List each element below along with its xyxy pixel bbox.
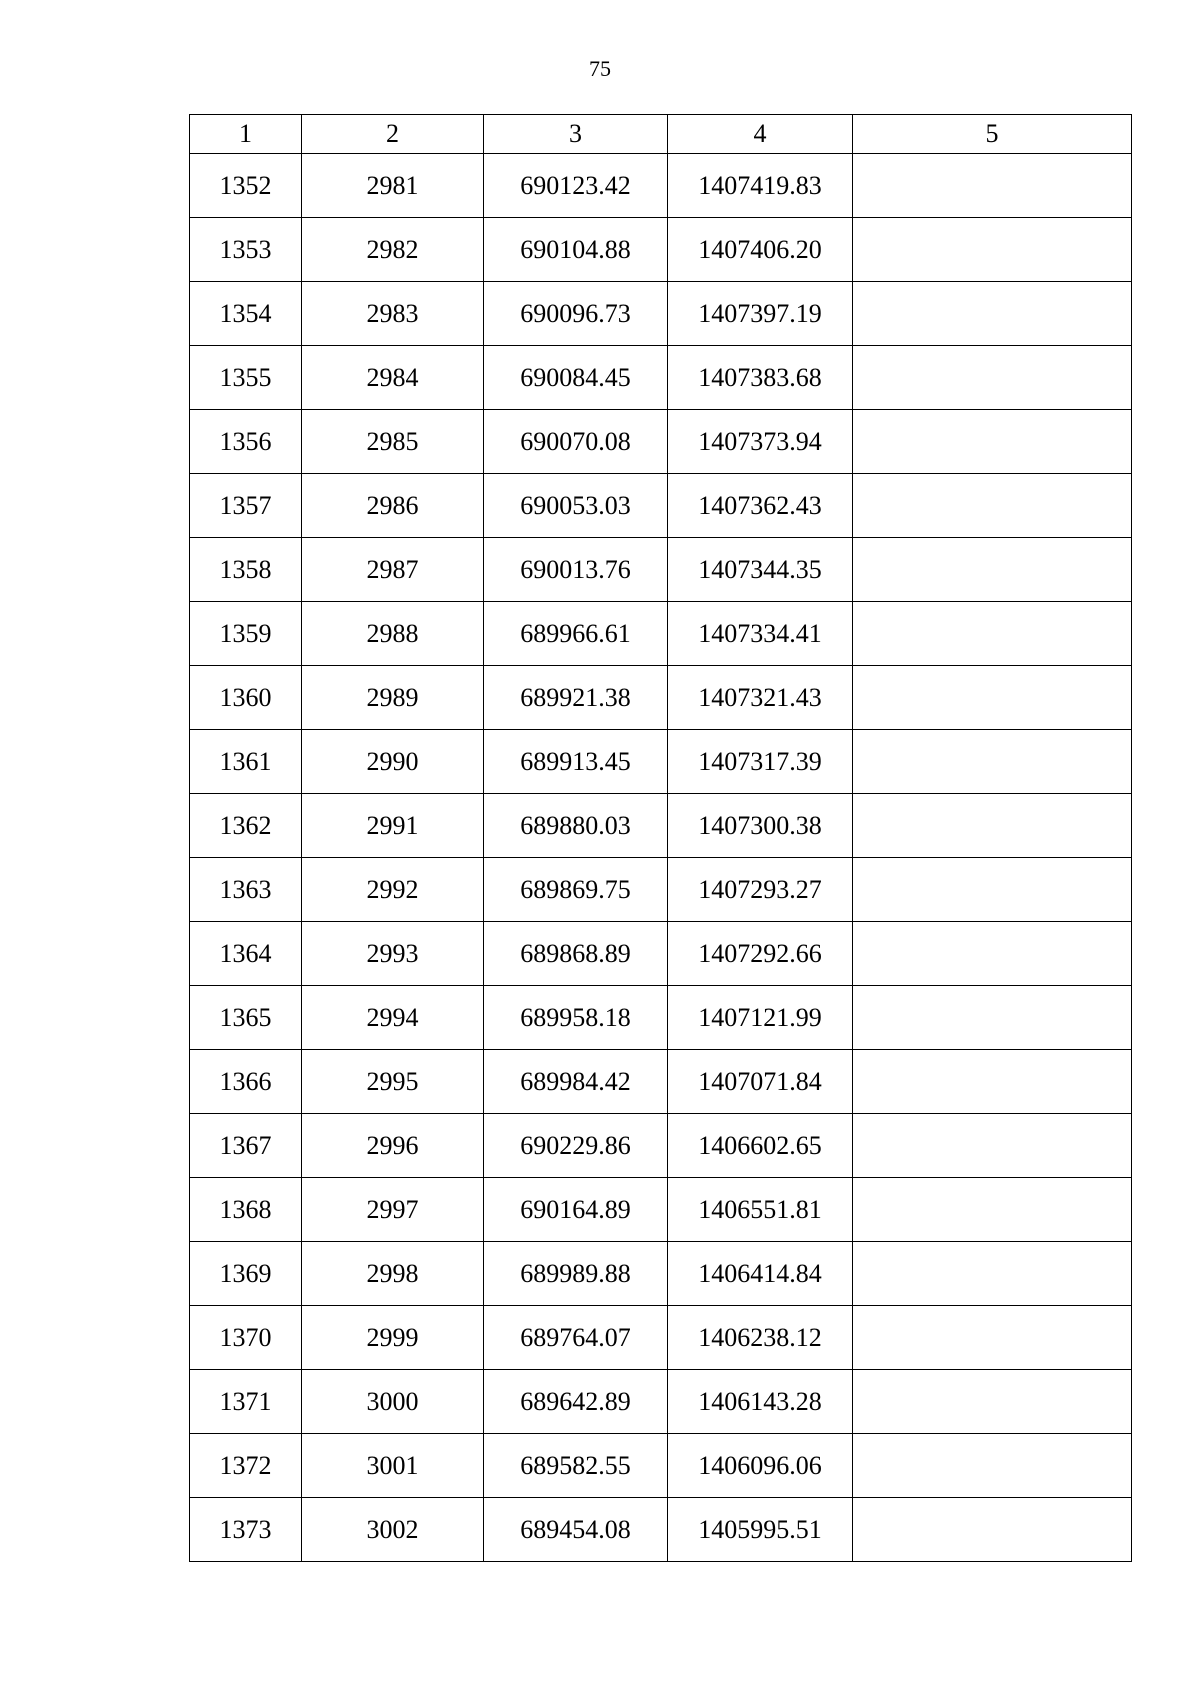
table-cell: 1372 <box>190 1434 302 1498</box>
table-cell: 1358 <box>190 538 302 602</box>
table-cell: 2989 <box>302 666 484 730</box>
table-cell: 690084.45 <box>484 346 668 410</box>
table-cell: 3001 <box>302 1434 484 1498</box>
table-row <box>190 1242 1132 1306</box>
table-row <box>190 986 1132 1050</box>
table-cell: 2990 <box>302 730 484 794</box>
table-cell: 689869.75 <box>484 858 668 922</box>
table-cell: 689989.88 <box>484 1242 668 1306</box>
column-header: 3 <box>484 115 668 154</box>
table-cell: 1406143.28 <box>668 1370 853 1434</box>
table-row <box>190 346 1132 410</box>
coordinates-table <box>189 114 1132 1562</box>
table-cell: 3002 <box>302 1498 484 1562</box>
table-cell: 2986 <box>302 474 484 538</box>
table-row <box>190 666 1132 730</box>
table-cell: 2982 <box>302 218 484 282</box>
table-cell: 1407397.19 <box>668 282 853 346</box>
table-cell: 1365 <box>190 986 302 1050</box>
table-cell: 1406238.12 <box>668 1306 853 1370</box>
table-cell <box>853 1178 1132 1242</box>
table-cell: 1407317.39 <box>668 730 853 794</box>
table-cell: 1371 <box>190 1370 302 1434</box>
table-cell: 1407344.35 <box>668 538 853 602</box>
table-cell: 1357 <box>190 474 302 538</box>
table-cell: 1406096.06 <box>668 1434 853 1498</box>
table-row <box>190 474 1132 538</box>
table-row <box>190 154 1132 218</box>
table-cell: 690229.86 <box>484 1114 668 1178</box>
table-cell <box>853 1050 1132 1114</box>
table-row <box>190 602 1132 666</box>
table-cell: 1407121.99 <box>668 986 853 1050</box>
header-row <box>190 115 1132 154</box>
table-cell: 689913.45 <box>484 730 668 794</box>
table-cell: 689958.18 <box>484 986 668 1050</box>
table-cell <box>853 538 1132 602</box>
table-cell: 689454.08 <box>484 1498 668 1562</box>
table-cell <box>853 1306 1132 1370</box>
table-cell: 2998 <box>302 1242 484 1306</box>
table-cell: 2995 <box>302 1050 484 1114</box>
table-cell: 690096.73 <box>484 282 668 346</box>
table-cell: 2996 <box>302 1114 484 1178</box>
column-header: 1 <box>190 115 302 154</box>
table-cell: 690053.03 <box>484 474 668 538</box>
table-cell: 1366 <box>190 1050 302 1114</box>
table-cell: 1407300.38 <box>668 794 853 858</box>
table-cell: 1407362.43 <box>668 474 853 538</box>
table-cell: 1367 <box>190 1114 302 1178</box>
table-cell: 2991 <box>302 794 484 858</box>
table-cell: 1362 <box>190 794 302 858</box>
table-cell: 1407321.43 <box>668 666 853 730</box>
table-cell <box>853 218 1132 282</box>
table-cell: 2988 <box>302 602 484 666</box>
table-row <box>190 858 1132 922</box>
table-cell: 689764.07 <box>484 1306 668 1370</box>
table-cell: 1406414.84 <box>668 1242 853 1306</box>
table-cell <box>853 922 1132 986</box>
table-cell <box>853 1114 1132 1178</box>
table-cell <box>853 986 1132 1050</box>
table-cell <box>853 346 1132 410</box>
table-cell: 690013.76 <box>484 538 668 602</box>
column-header: 4 <box>668 115 853 154</box>
table-cell <box>853 410 1132 474</box>
table-cell: 1353 <box>190 218 302 282</box>
table-cell: 689984.42 <box>484 1050 668 1114</box>
column-header: 2 <box>302 115 484 154</box>
table-cell: 1407071.84 <box>668 1050 853 1114</box>
table-cell: 2993 <box>302 922 484 986</box>
table-cell: 1407334.41 <box>668 602 853 666</box>
table-cell: 1370 <box>190 1306 302 1370</box>
table-cell <box>853 1370 1132 1434</box>
table-cell: 1356 <box>190 410 302 474</box>
table-cell <box>853 1434 1132 1498</box>
page-number: 75 <box>589 56 611 81</box>
table-cell: 689582.55 <box>484 1434 668 1498</box>
table-row <box>190 1178 1132 1242</box>
table-cell: 1407373.94 <box>668 410 853 474</box>
table-cell: 2981 <box>302 154 484 218</box>
table-row <box>190 1306 1132 1370</box>
table-cell: 1405995.51 <box>668 1498 853 1562</box>
table-cell <box>853 1498 1132 1562</box>
table-row <box>190 1498 1132 1562</box>
table-cell <box>853 730 1132 794</box>
table-row <box>190 1434 1132 1498</box>
table-cell <box>853 602 1132 666</box>
table-cell: 1368 <box>190 1178 302 1242</box>
table-cell: 1363 <box>190 858 302 922</box>
table-cell: 1361 <box>190 730 302 794</box>
table-cell: 2994 <box>302 986 484 1050</box>
table-body <box>190 115 1132 1562</box>
table-cell: 3000 <box>302 1370 484 1434</box>
table-cell: 690104.88 <box>484 218 668 282</box>
column-header: 5 <box>853 115 1132 154</box>
table-cell: 1407419.83 <box>668 154 853 218</box>
table-cell: 689868.89 <box>484 922 668 986</box>
table-row <box>190 730 1132 794</box>
table-cell: 1360 <box>190 666 302 730</box>
table-row <box>190 1114 1132 1178</box>
table-cell: 1364 <box>190 922 302 986</box>
table-cell: 1352 <box>190 154 302 218</box>
table-cell <box>853 1242 1132 1306</box>
table-cell: 1354 <box>190 282 302 346</box>
table-cell <box>853 282 1132 346</box>
table-row <box>190 1050 1132 1114</box>
table-cell: 1355 <box>190 346 302 410</box>
table-cell <box>853 474 1132 538</box>
table-cell: 2984 <box>302 346 484 410</box>
table-cell: 1407293.27 <box>668 858 853 922</box>
table-row <box>190 282 1132 346</box>
table-cell: 2999 <box>302 1306 484 1370</box>
table-cell: 1407383.68 <box>668 346 853 410</box>
table-cell: 1407292.66 <box>668 922 853 986</box>
table-cell: 1406551.81 <box>668 1178 853 1242</box>
table-cell: 689966.61 <box>484 602 668 666</box>
table-cell: 689880.03 <box>484 794 668 858</box>
table-cell: 690123.42 <box>484 154 668 218</box>
table-cell: 690070.08 <box>484 410 668 474</box>
table-cell: 1407406.20 <box>668 218 853 282</box>
table-cell: 1406602.65 <box>668 1114 853 1178</box>
table-row <box>190 538 1132 602</box>
table-cell: 2992 <box>302 858 484 922</box>
table-cell: 1369 <box>190 1242 302 1306</box>
table-cell: 2985 <box>302 410 484 474</box>
table-cell <box>853 154 1132 218</box>
table-row <box>190 218 1132 282</box>
table-cell: 2983 <box>302 282 484 346</box>
table-cell: 690164.89 <box>484 1178 668 1242</box>
table-cell: 1373 <box>190 1498 302 1562</box>
table-cell <box>853 858 1132 922</box>
table-cell: 2987 <box>302 538 484 602</box>
table-row <box>190 1370 1132 1434</box>
table-cell: 689921.38 <box>484 666 668 730</box>
table-row <box>190 922 1132 986</box>
table-cell: 1359 <box>190 602 302 666</box>
table-row <box>190 794 1132 858</box>
table-cell: 2997 <box>302 1178 484 1242</box>
table-cell: 689642.89 <box>484 1370 668 1434</box>
table-cell <box>853 666 1132 730</box>
table-cell <box>853 794 1132 858</box>
table-row <box>190 410 1132 474</box>
